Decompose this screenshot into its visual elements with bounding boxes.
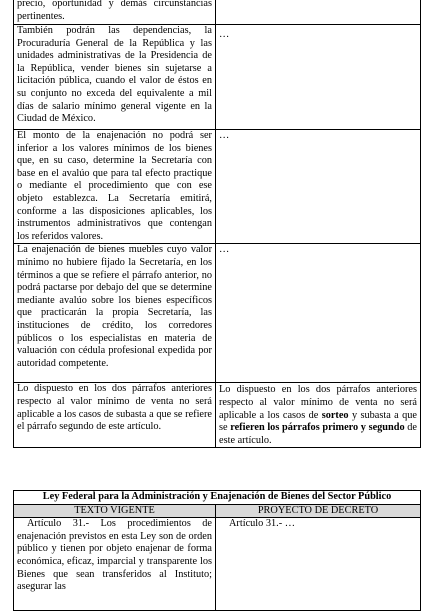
bold-text-run: sorteo (321, 409, 349, 421)
ellipsis: … (219, 244, 230, 256)
cell-current-text (14, 130, 216, 244)
table-header-row (14, 504, 421, 518)
table-row (14, 130, 421, 244)
table-row (14, 25, 421, 130)
paragraph: Artículo 31.- … (229, 518, 296, 530)
column-header-current: TEXTO VIGENTE (14, 504, 216, 518)
paragraph: Lo dispuesto en los dos párrafos anteriores respecto al valor mínimo de venta no será aplicable a los casos de subasta a que se refiere el párrafo segundo de este artículo. (17, 383, 212, 433)
text-run: Lo dispuesto en los dos párrafos anteriores respecto al valor mínimo de venta no será aplicable a los casos de (219, 384, 417, 421)
comparison-table-article-31 (13, 490, 421, 611)
cell-current-text (14, 0, 216, 25)
table-row (14, 244, 421, 383)
column-header-draft: PROYECTO DE DECRETO (216, 504, 421, 518)
paragraph: La enajenación de bienes muebles cuyo valor mínimo no hubiere fijado la Secretaría, en los términos a que se refiere el párrafo anterior, no podrá pactarse por debajo del que se determine mediante avalúo sobre los bienes específicos que practicarán la propia Secretaría, las instituciones de crédito, los corredores públicos o los especialistas en materia de valuación con cédula profesional expedida por autoridad competente. (17, 244, 212, 369)
cell-draft-text (216, 130, 421, 244)
paragraph: Artículo 31.- Los procedimientos de enajenación previstos en esta Ley son de orden público y tienen por objeto enajenar de forma económica, eficaz, imparcial y transparente los Bienes que sean transferidos al Instituto; asegurar las (17, 518, 212, 593)
text-run: y subasta a que se (219, 409, 417, 434)
cell-draft-text (216, 25, 421, 130)
table-row (14, 518, 421, 611)
text-run: de este artículo. (219, 422, 417, 446)
comparison-table-continued (13, 0, 421, 448)
paragraph: También podrán las dependencias, la Procuraduría General de la República y las unidades administrativas de la Presidencia de la República, vender bienes sin sujetarse a licitación pública, cuando el valor de éstos en su conjunto no exceda del equivalente a mil días de salario mínimo general vigente en la Ciudad de México. (17, 25, 212, 125)
table-title-row (14, 491, 421, 505)
paragraph: El monto de la enajenación no podrá ser inferior a los valores mínimos de los bienes que, en su caso, determine la Secretaría con base en el avalúo que para tal efecto practique o mediante el procedimiento que con ese objeto establezca. La Secretaría emitirá, conforme a las disposiciones aplicables, los instrumentos administrativos que contengan los referidos valores. (17, 130, 212, 242)
table-row (14, 383, 421, 448)
cell-draft-text (216, 0, 421, 25)
ellipsis: … (219, 130, 230, 141)
bold-text-run: refieren los párrafos primero y segundo (230, 422, 405, 434)
ellipsis: … (219, 29, 230, 40)
cell-current-text (14, 518, 216, 611)
paragraph: precio, oportunidad y demás circunstancias pertinentes. (17, 0, 212, 22)
paragraph-draft (219, 384, 417, 447)
cell-draft-text (216, 518, 421, 611)
cell-draft-text (216, 383, 421, 448)
cell-current-text (14, 25, 216, 130)
cell-draft-text (216, 244, 421, 383)
table-title: Ley Federal para la Administración y Enajenación de Bienes del Sector Público (14, 491, 421, 505)
cell-current-text (14, 383, 216, 448)
cell-current-text (14, 244, 216, 383)
table-row (14, 0, 421, 25)
